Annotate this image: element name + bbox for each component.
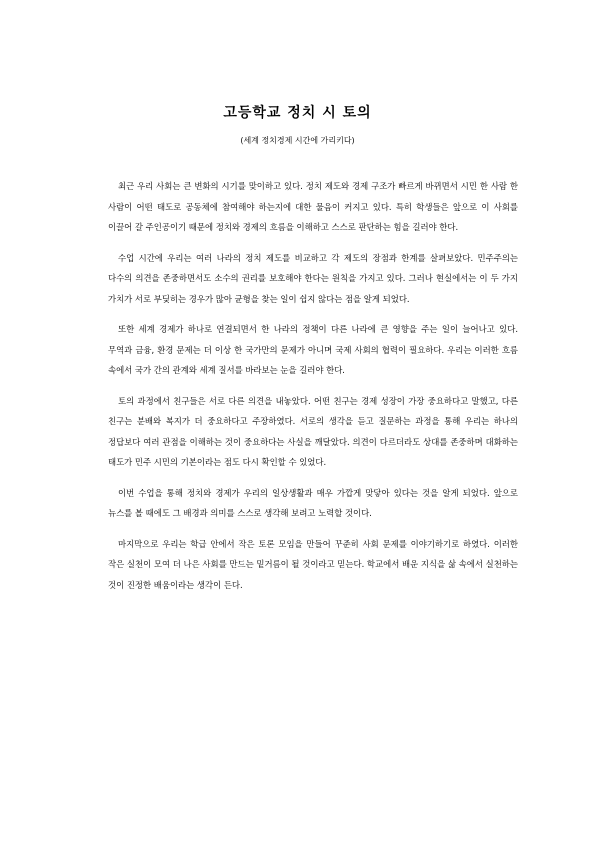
document-body [108,176,518,605]
paragraph: 또한 세계 경제가 하나로 연결되면서 한 나라의 정책이 다른 나라에 큰 영향을 주는 일이 늘어나고 있다. 무역과 금융, 환경 문제는 더 이상 한 국가만의 문제가 아니며 국제 사회의 협력이 필요하다. 우리는 이러한 흐름 속에서 국가 간의 관계와 세계 질서를 바라보는 눈을 길러야 한다. [108,324,518,375]
paragraph: 마지막으로 우리는 학급 안에서 작은 토론 모임을 만들어 꾸준히 사회 문제를 이야기하기로 하였다. 이러한 작은 실천이 모여 더 나은 사회를 만드는 밑거름이 될 것이라고 믿는다. 학교에서 배운 지식을 삶 속에서 실천하는 것이 진정한 배움이라는 생각이 든다. [108,538,518,590]
paragraph: 수업 시간에 우리는 여러 나라의 정치 제도를 비교하고 각 제도의 장점과 한계를 살펴보았다. 민주주의는 다수의 의견을 존중하면서도 소수의 권리를 보호해야 한다는 원칙을 가지고 있다. 그러나 현실에서는 이 두 가지 가치가 서로 부딪히는 경우가 많아 균형을 찾는 일이 쉽지 않다는 점을 알게 되었다. [108,252,518,304]
document-title: 고등학교 정치 시 토의 [223,105,372,121]
paragraph: 토의 과정에서 친구들은 서로 다른 의견을 내놓았다. 어떤 친구는 경제 성장이 가장 중요하다고 말했고, 다른 친구는 분배와 복지가 더 중요하다고 주장하였다. 서로의 생각을 듣고 질문하는 과정을 통해 우리는 하나의 정답보다 여러 관점을 이해하는 것이 중요하다는 사실을 깨달았다. 의견이 다르더라도 상대를 존중하며 대화하는 태도가 민주 시민의 기본이라는 점도 다시 확인할 수 있었다. [108,395,518,467]
paragraph: 최근 우리 사회는 큰 변화의 시기를 맞이하고 있다. 정치 제도와 경제 구조가 빠르게 바뀌면서 시민 한 사람 한 사람이 어떤 태도로 공동체에 참여해야 하는지에 대한 물음이 커지고 있다. 특히 학생들은 앞으로 이 사회를 이끌어 갈 주인공이기 때문에 정치와 경제의 흐름을 이해하고 스스로 판단하는 힘을 길러야 한다. [108,181,518,232]
document-subtitle: (세계 정치경제 시간에 가리키다) [240,136,355,145]
paragraph: 이번 수업을 통해 정치와 경제가 우리의 일상생활과 매우 가깝게 맞닿아 있다는 것을 알게 되었다. 앞으로 뉴스를 볼 때에도 그 배경과 의미를 스스로 생각해 보려고 노력할 것이다. [108,487,518,518]
